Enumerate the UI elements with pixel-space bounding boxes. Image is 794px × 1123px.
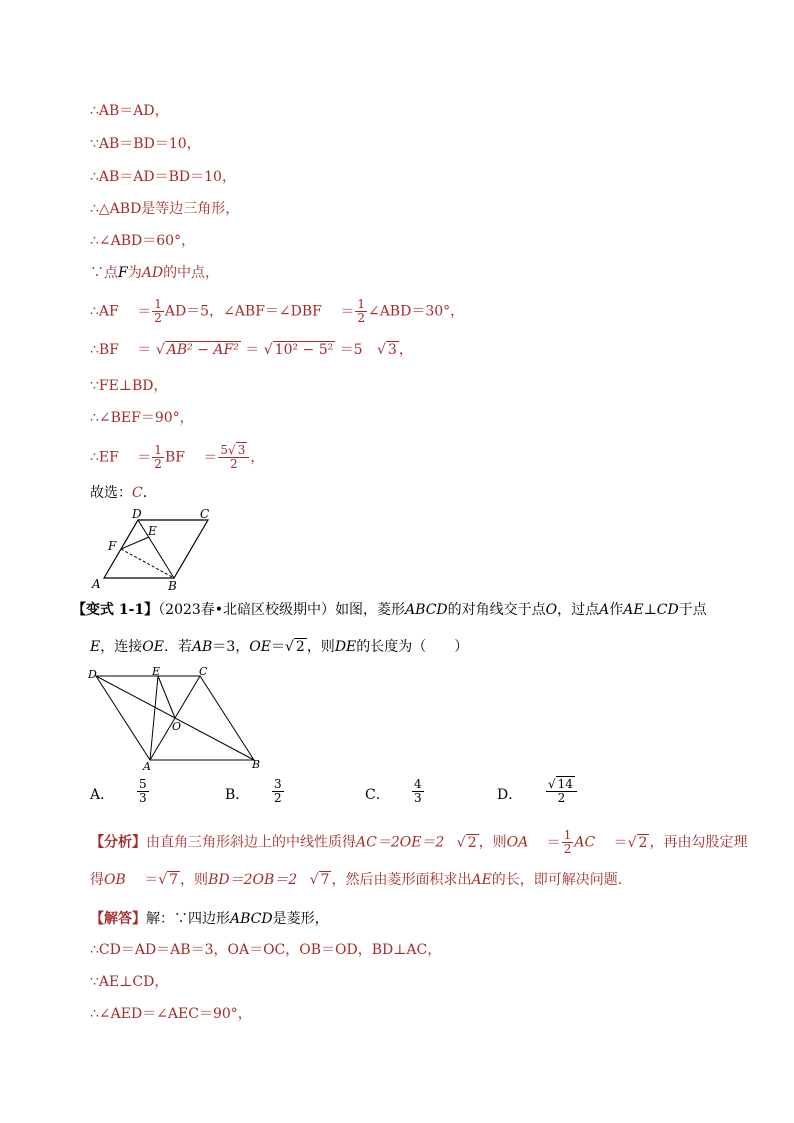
text-segment: 是菱形，: [272, 911, 329, 927]
text-segment: BF: [164, 449, 185, 466]
radicand: 14: [557, 777, 573, 791]
text-segment: ＝: [270, 639, 285, 655]
segment-ae: [150, 676, 158, 760]
point-label-e: E: [148, 524, 157, 538]
fraction: [218, 444, 249, 471]
text-segment: 于点: [678, 602, 707, 618]
text-segment: ∠ABD＝30°，: [367, 303, 465, 320]
radicand: 2: [638, 834, 648, 851]
radicand: 7: [320, 872, 330, 888]
problem-line-1: [72, 600, 707, 620]
radicand: 10² − 5²: [274, 342, 334, 358]
solution-line-11: [90, 444, 264, 471]
text-segment: ＝: [144, 872, 159, 888]
radicand: 7: [169, 872, 179, 888]
text-segment: ，则: [180, 872, 209, 888]
vertex-label-c: C: [200, 507, 210, 521]
fraction-denominator: 2: [357, 311, 365, 325]
text-segment: 作: [609, 602, 624, 618]
fraction-denominator: 2: [274, 791, 282, 805]
text-segment: ＝: [137, 342, 152, 358]
radicand: 2: [467, 834, 477, 851]
text-segment: ABCD: [230, 911, 273, 927]
fraction-numerator: 1: [154, 443, 162, 457]
fraction: [562, 829, 574, 856]
text-segment: ∵点: [90, 265, 118, 281]
text-segment: ．: [142, 485, 157, 501]
fraction-numerator: [218, 444, 249, 458]
text-segment: 的中点，: [163, 265, 220, 281]
text-segment: BD＝2OB＝2: [208, 872, 298, 888]
fraction: [137, 778, 149, 805]
text-segment: 的长，即可解决问题．: [491, 872, 632, 888]
solution-line-10: ∴∠BEF＝90°，: [90, 410, 194, 426]
square-root: √ 10² − 5²: [263, 342, 334, 358]
vertex-label-b: B: [252, 758, 261, 771]
radicand: 3: [237, 443, 246, 457]
vertex-label-c: C: [199, 666, 208, 678]
text-segment: 5: [220, 443, 229, 457]
point-label-e: E: [152, 666, 161, 678]
text-segment: ，再由勾股定理: [649, 834, 748, 851]
problem-line-2: [90, 637, 468, 657]
radicand: 2: [295, 639, 305, 655]
fraction-denominator: 2: [230, 457, 238, 471]
fraction-denominator: 3: [414, 791, 422, 805]
fraction: [546, 778, 577, 805]
vertex-label-d: D: [132, 507, 142, 521]
fraction-numerator: 1: [154, 297, 162, 311]
solution-line-8: [90, 340, 413, 360]
fraction: [272, 778, 284, 805]
point-label-o: O: [172, 720, 182, 733]
option-label: B．: [225, 787, 250, 803]
fraction-denominator: 2: [154, 457, 162, 471]
text-segment: OE: [142, 639, 164, 655]
text-segment: ∴BF: [90, 342, 119, 358]
fraction-denominator: 2: [154, 311, 162, 325]
text-segment: AD＝5，∠ABF＝∠DBF: [164, 303, 322, 320]
solution-line-12: [90, 483, 157, 503]
text-segment: ，然后由菱形面积求出: [331, 872, 472, 888]
solution-line-2: ∵AB＝BD＝10，: [90, 136, 201, 152]
text-segment: ＝3，: [212, 639, 250, 655]
square-root: √ 2: [627, 834, 648, 851]
text-segment: ＝: [613, 834, 628, 851]
text-segment: ，: [398, 342, 413, 358]
text-segment: 由直角三角形斜边上的中线性质得: [146, 834, 356, 851]
solution-line-7: [90, 298, 464, 325]
vertex-label-a: A: [143, 760, 151, 773]
text-segment: ∴EF: [90, 449, 119, 466]
fraction: [152, 298, 164, 325]
square-root: √ 2: [456, 834, 477, 851]
text-segment: AC＝2OE＝2: [356, 834, 445, 851]
square-root: √ 7: [158, 872, 179, 888]
point-label-f: F: [108, 539, 117, 553]
text-segment: ABCD: [405, 602, 448, 618]
fraction: [152, 444, 164, 471]
analysis-line-2: [90, 870, 632, 890]
text-segment: ，过点: [557, 602, 600, 618]
text-segment: AD: [141, 265, 164, 281]
fraction-denominator: 2: [563, 842, 572, 856]
text-segment: A: [599, 602, 610, 618]
option-label: C．: [365, 787, 390, 803]
vertex-label-d: D: [88, 668, 97, 681]
fraction-numerator: 5: [139, 777, 147, 791]
text-segment: ，连接: [100, 639, 143, 655]
answer-line-4: ∴∠AED＝∠AEC＝90°，: [90, 1006, 252, 1022]
solution-line-1: ∴AB＝AD，: [90, 103, 169, 119]
vertex-label-a: A: [92, 577, 101, 591]
text-segment: E: [90, 639, 101, 655]
answer-line-3: ∵AE⊥CD，: [90, 974, 169, 990]
text-segment: ＝: [546, 834, 561, 851]
fraction: [412, 778, 424, 805]
text-segment: ＝: [137, 303, 152, 320]
text-segment: DE: [334, 639, 357, 655]
text-segment: 的长度为（ ）: [356, 639, 469, 655]
text-segment: AC: [574, 834, 596, 851]
text-segment: ＝: [137, 449, 152, 466]
analysis-tag: 【分析】: [90, 834, 146, 851]
text-segment: O: [545, 602, 558, 618]
text-segment: ＝5: [335, 342, 363, 358]
answer-tag: 【解答】: [90, 911, 146, 927]
text-segment: ＝: [240, 342, 264, 358]
square-root: √ 3: [377, 342, 397, 358]
text-segment: 为: [127, 265, 142, 281]
solution-line-4: ∴△ABD是等边三角形，: [90, 201, 240, 217]
text-segment: OB: [104, 872, 126, 888]
square-root: √ 2: [284, 639, 305, 655]
segment-oe: [158, 676, 175, 718]
vertex-label-b: B: [168, 579, 177, 593]
text-segment: ∴AF: [90, 303, 119, 320]
solution-line-3: ∴AB＝AD＝BD＝10，: [90, 169, 236, 185]
answer-letter: C: [132, 485, 143, 501]
square-root: √ 7: [309, 872, 330, 888]
option-label: D．: [497, 787, 523, 803]
fraction-numerator: [546, 778, 577, 792]
option-label: A．: [90, 787, 115, 803]
solution-line-9: ∵FE⊥BD，: [90, 378, 168, 394]
text-segment: ，则: [306, 639, 335, 655]
text-segment: OE: [249, 639, 271, 655]
figure-1-parallelogram: [86, 506, 226, 594]
problem-source: （2023春•北碚区校级期中）: [158, 602, 336, 618]
text-segment: ＝: [340, 303, 355, 320]
fraction-numerator: 4: [414, 777, 422, 791]
text-segment: 如图，菱形: [335, 602, 406, 618]
text-segment: ，: [250, 449, 265, 466]
figure-2-rhombus: [86, 666, 266, 774]
answer-line-2: ∴CD＝AD＝AB＝3，OA＝OC，OB＝OD，BD⊥AC，: [90, 942, 442, 958]
text-segment: AE⊥CD: [623, 602, 679, 618]
text-segment: ＝: [203, 449, 218, 466]
text-segment: AB: [191, 639, 213, 655]
answer-line-1: [90, 909, 329, 929]
fraction-numerator: 1: [357, 297, 365, 311]
radicand: 3: [387, 342, 397, 358]
text-segment: 的对角线交于点: [447, 602, 546, 618]
square-root: √ AB² − AF²: [155, 342, 239, 358]
text-segment: 故选：: [90, 485, 132, 501]
text-segment: F: [118, 265, 128, 281]
text-segment: ．若: [163, 639, 192, 655]
text-segment: ，则: [478, 834, 507, 851]
solution-line-5: ∴∠ABD＝60°，: [90, 233, 196, 249]
text-segment: OA: [506, 834, 529, 851]
square-root: √ 3: [228, 443, 246, 457]
text-segment: 得: [90, 872, 104, 888]
analysis-line-1: [90, 829, 747, 856]
fraction-numerator: 3: [274, 777, 282, 791]
square-root: √ 14: [548, 777, 573, 791]
problem-tag: 【变式 1-1】: [72, 602, 159, 618]
text-segment: 解：∵四边形: [146, 911, 230, 927]
radicand: AB² − AF²: [166, 342, 239, 358]
fraction-denominator: 2: [557, 791, 566, 805]
text-segment: AE: [471, 872, 492, 888]
fraction: [355, 298, 367, 325]
segment-bf-dashed: [121, 549, 174, 578]
solution-line-6: [90, 263, 219, 283]
fraction-numerator: 1: [563, 828, 572, 842]
fraction-denominator: 3: [139, 791, 147, 805]
